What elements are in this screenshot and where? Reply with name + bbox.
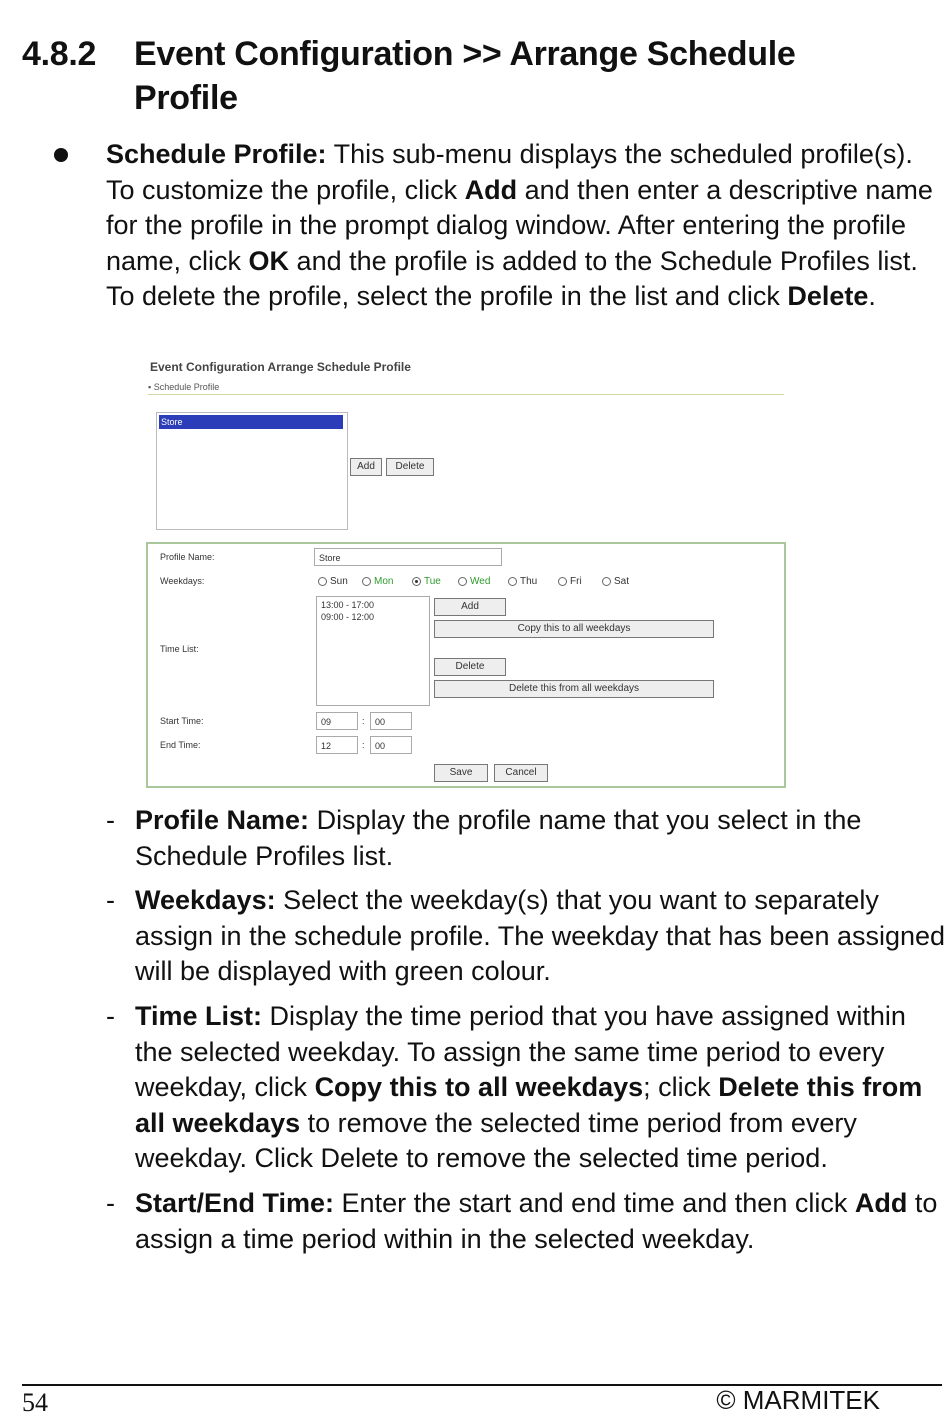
para-text: and the profile is added to the Schedule Profiles list. To delete the profile, select the profile in the list and click: [106, 245, 918, 312]
bold-ok: OK: [248, 245, 290, 276]
bold-delete: Delete: [787, 281, 869, 312]
bold-add: Add: [854, 1187, 908, 1218]
weekday-label: Fri: [570, 576, 582, 587]
section-title-line2: Profile: [134, 79, 238, 117]
copy-to-all-weekdays-button[interactable]: Copy this to all weekdays: [434, 620, 714, 638]
bold-copy: Copy this to all weekdays: [314, 1072, 644, 1103]
time-separator: :: [362, 716, 365, 726]
end-minute-input[interactable]: 00: [370, 736, 412, 754]
weekday-sat[interactable]: [602, 576, 629, 587]
section-heading: [22, 32, 922, 120]
cancel-button[interactable]: Cancel: [494, 764, 548, 782]
weekday-label: Wed: [470, 576, 491, 587]
delete-profile-button[interactable]: Delete: [386, 458, 434, 476]
footer-brand: © MARMITEK: [716, 1385, 880, 1415]
item-text: Enter the start and end time and then click: [334, 1187, 855, 1218]
radio-icon[interactable]: [362, 577, 371, 586]
weekday-thu[interactable]: [508, 576, 537, 587]
item-text: Display the profile name that you select in the Schedule Profiles list.: [135, 805, 862, 871]
weekday-wed[interactable]: [458, 576, 490, 587]
radio-icon[interactable]: [458, 577, 467, 586]
delete-from-all-weekdays-button[interactable]: Delete this from all weekdays: [434, 680, 714, 698]
section-title-line1: Event Configuration >> Arrange Schedule: [134, 35, 796, 73]
list-item: [106, 803, 946, 874]
term: Profile Name:: [135, 805, 310, 835]
end-time-label: End Time:: [160, 740, 201, 750]
start-time-label: Start Time:: [160, 716, 204, 726]
radio-icon[interactable]: [318, 577, 327, 586]
weekday-label: Tue: [424, 576, 441, 587]
term-schedule-profile: Schedule Profile:: [106, 139, 327, 169]
time-list-item[interactable]: 09:00 - 12:00: [321, 612, 375, 622]
weekday-label: Mon: [374, 576, 394, 587]
schedule-profile-paragraph: [106, 137, 936, 315]
add-time-button[interactable]: Add: [434, 598, 506, 616]
start-minute-input[interactable]: 00: [370, 712, 412, 730]
ui-screenshot: [144, 356, 794, 792]
profile-name-label: Profile Name:: [160, 552, 215, 562]
bullet-dot: [54, 148, 68, 162]
term: Weekdays:: [135, 885, 276, 916]
time-separator: :: [362, 740, 365, 750]
item-text: to assign a time period within in the selected weekday.: [135, 1187, 938, 1254]
time-list-item[interactable]: 13:00 - 17:00: [321, 600, 375, 610]
para-text: This sub-menu displays the scheduled profile(s). To customize the profile, click: [106, 139, 913, 205]
delete-time-button[interactable]: Delete: [434, 658, 506, 676]
radio-icon[interactable]: [412, 577, 421, 586]
schedule-profile-list[interactable]: [156, 412, 348, 530]
time-list-label: Time List:: [160, 644, 199, 654]
item-text: ; click: [643, 1072, 719, 1103]
screenshot-subtitle: ▪ Schedule Profile: [148, 382, 220, 392]
bold-delete-all: Delete this from all weekdays: [135, 1072, 923, 1138]
weekdays-label: Weekdays:: [160, 576, 205, 586]
weekday-label: Sun: [330, 576, 348, 587]
weekday-mon[interactable]: [362, 576, 393, 587]
profile-name-input[interactable]: Store: [314, 548, 502, 566]
term: Start/End Time:: [135, 1187, 335, 1218]
divider: [148, 394, 784, 395]
dash: -: [106, 805, 115, 835]
field-description-list: [106, 803, 946, 1266]
start-hour-input[interactable]: 09: [316, 712, 358, 730]
add-profile-button[interactable]: Add: [350, 458, 382, 476]
dash: -: [106, 1187, 115, 1218]
para-text: and then enter a descriptive name for the profile in the prompt dialog window. After entering the profile name, click: [106, 174, 933, 276]
item-text: Select the weekday(s) that you want to separately assign in the schedule profile. The weekday that has been assigned will be displayed with green colour.: [135, 885, 946, 987]
time-list[interactable]: [316, 596, 430, 706]
weekday-sun[interactable]: [318, 576, 348, 587]
weekday-tue[interactable]: [412, 576, 441, 587]
list-item: [106, 1186, 946, 1257]
radio-icon[interactable]: [558, 577, 567, 586]
bold-add: Add: [464, 174, 518, 205]
para-text: .: [868, 281, 876, 312]
save-button[interactable]: Save: [434, 764, 488, 782]
profile-list-item[interactable]: Store: [159, 415, 343, 429]
item-text: Display the time period that you have assigned within the selected weekday. To assign the same time period to every weekday, click: [135, 1000, 906, 1103]
profile-form: [146, 542, 786, 788]
weekday-fri[interactable]: [558, 576, 582, 587]
dash: -: [106, 885, 115, 916]
radio-icon[interactable]: [602, 577, 611, 586]
end-hour-input[interactable]: 12: [316, 736, 358, 754]
page-number: 54: [22, 1388, 48, 1417]
dash: -: [106, 1000, 115, 1031]
radio-icon[interactable]: [508, 577, 517, 586]
screenshot-title: Event Configuration Arrange Schedule Profile: [150, 360, 411, 374]
list-item: [106, 999, 946, 1177]
list-item: [106, 883, 946, 990]
weekday-label: Sat: [614, 576, 630, 587]
item-text: to remove the selected time period from every weekday. Click Delete to remove the selected time period.: [135, 1107, 857, 1174]
section-number: 4.8.2: [22, 35, 97, 73]
term: Time List:: [135, 1000, 263, 1031]
weekday-label: Thu: [520, 576, 538, 587]
